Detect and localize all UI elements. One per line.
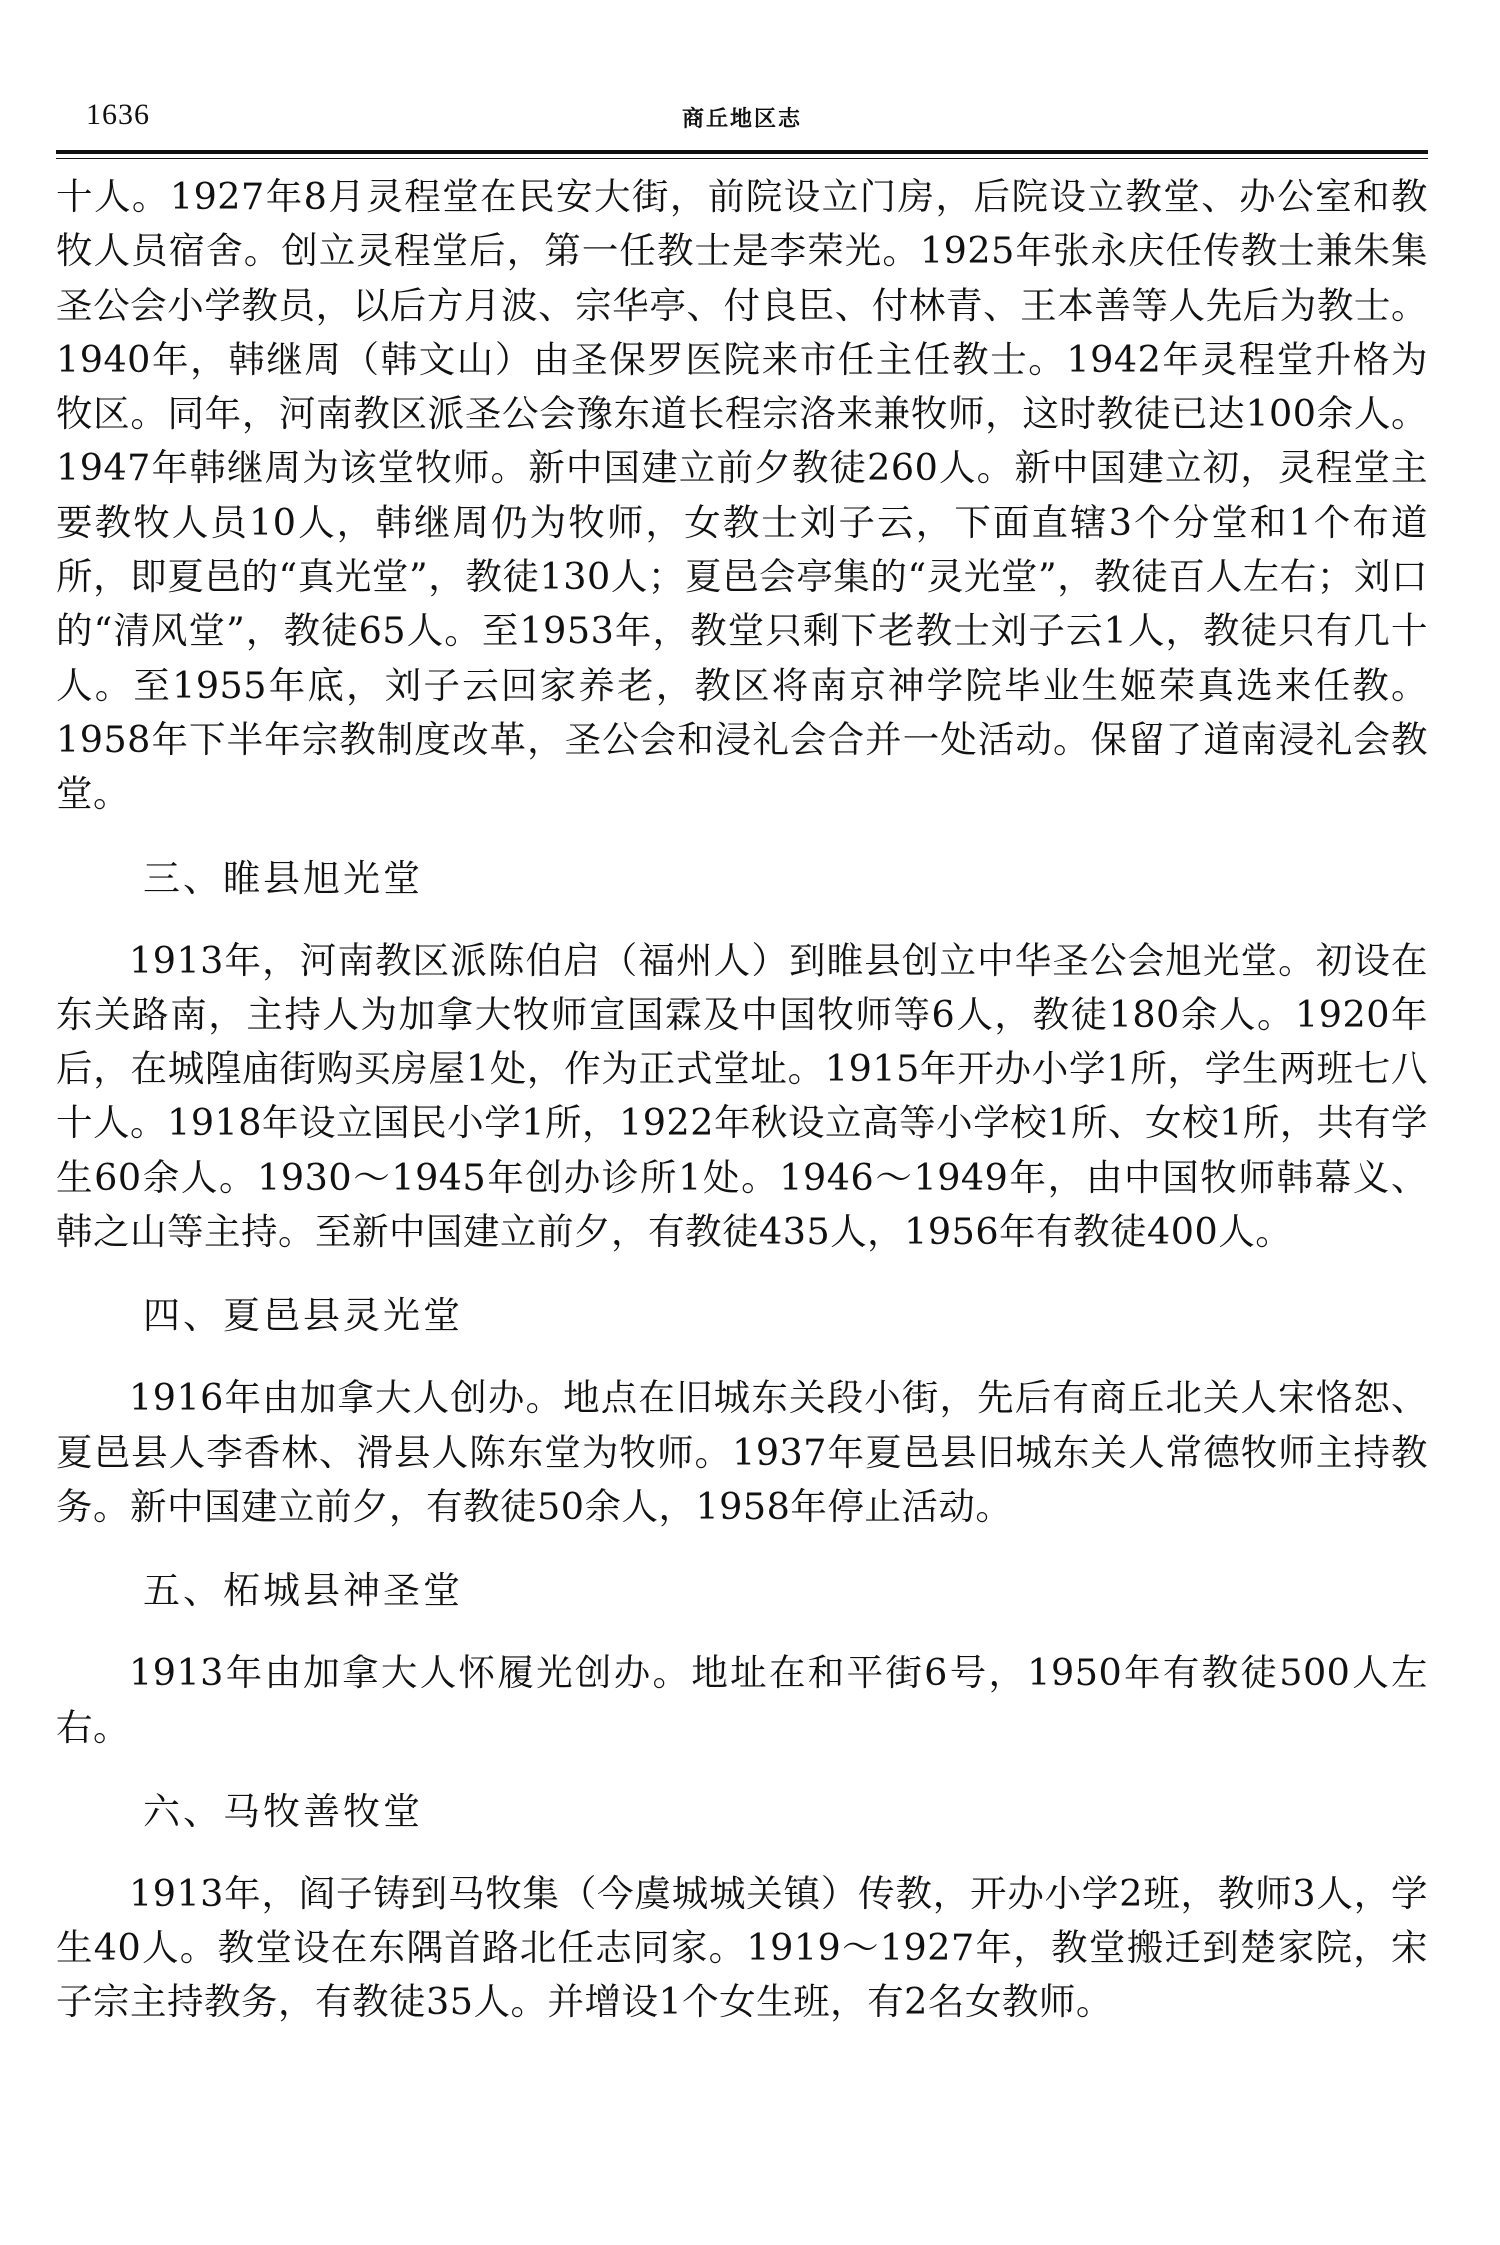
section-heading-xiayi: 四、夏邑县灵光堂: [143, 1294, 463, 1338]
section-heading-zhecheng: 五、柘城县神圣堂: [143, 1569, 463, 1613]
section-paragraph-xiayi: 1916年由加拿大人创办。地点在旧城东关段小街，先后有商丘北关人宋恪恕、夏邑县人李香林、滑县人陈东堂为牧师。1937年夏邑县旧城东关人常德牧师主持教务。新中国建立前夕，有教徒50余人，1958年停止活动。: [56, 1376, 1428, 1528]
section-heading-suixian: 三、睢县旭光堂: [143, 856, 423, 900]
running-title: 商丘地区志: [681, 107, 802, 132]
header-rule-thick: [56, 150, 1428, 154]
section-heading-mamu: 六、马牧善牧堂: [143, 1789, 423, 1833]
page-header: [56, 96, 1428, 146]
page-body: [56, 170, 1428, 2030]
section-paragraph-zhecheng: 1913年由加拿大人怀履光创办。地址在和平街6号，1950年有教徒500人左右。: [56, 1651, 1428, 1749]
section-paragraph-suixian: 1913年，河南教区派陈伯启（福州人）到睢县创立中华圣公会旭光堂。初设在东关路南，主持人为加拿大牧师宣国霖及中国牧师等6人，教徒180余人。1920年后，在城隍庙街购买房屋1处，作为正式堂址。1915年开办小学1所，学生两班七八十人。1918年设立国民小学1所，1922年秋设立高等小学校1所、女校1所，共有学生60余人。1930～1945年创办诊所1处。1946～1949年，由中国牧师韩幕义、韩之山等主持。至新中国建立前夕，有教徒435人，1956年有教徒400人。: [56, 938, 1428, 1254]
intro-paragraph: 十人。1927年8月灵程堂在民安大街，前院设立门房，后院设立教堂、办公室和教牧人员宿舍。创立灵程堂后，第一任教士是李荣光。1925年张永庆任传教士兼朱集圣公会小学教员，以后方月波、宗华亭、付良臣、付林青、王本善等人先后为教士。1940年，韩继周（韩文山）由圣保罗医院来市任主任教士。1942年灵程堂升格为牧区。同年，河南教区派圣公会豫东道长程宗洛来兼牧师，这时教徒已达100余人。1947年韩继周为该堂牧师。新中国建立前夕教徒260人。新中国建立初，灵程堂主要教牧人员10人，韩继周仍为牧师，女教士刘子云，下面直辖3个分堂和1个布道所，即夏邑的“真光堂”，教徒130人；夏邑会亭集的“灵光堂”，教徒百人左右；刘口的“清风堂”，教徒65人。至1953年，教堂只剩下老教士刘子云1人，教徒只有几十人。至1955年底，刘子云回家养老，教区将南京神学院毕业生姬荣真选来任教。1958年下半年宗教制度改革，圣公会和浸礼会合并一处活动。保留了道南浸礼会教堂。: [56, 175, 1428, 816]
page-number: 1636: [86, 98, 150, 131]
header-rule-thin: [56, 158, 1428, 159]
section-paragraph-mamu: 1913年，阎子铸到马牧集（今虞城城关镇）传教，开办小学2班，教师3人，学生40人。教堂设在东隅首路北任志同家。1919～1927年，教堂搬迁到楚家院，宋子宗主持教务，有教徒35人。并增设1个女生班，有2名女教师。: [56, 1871, 1428, 2024]
